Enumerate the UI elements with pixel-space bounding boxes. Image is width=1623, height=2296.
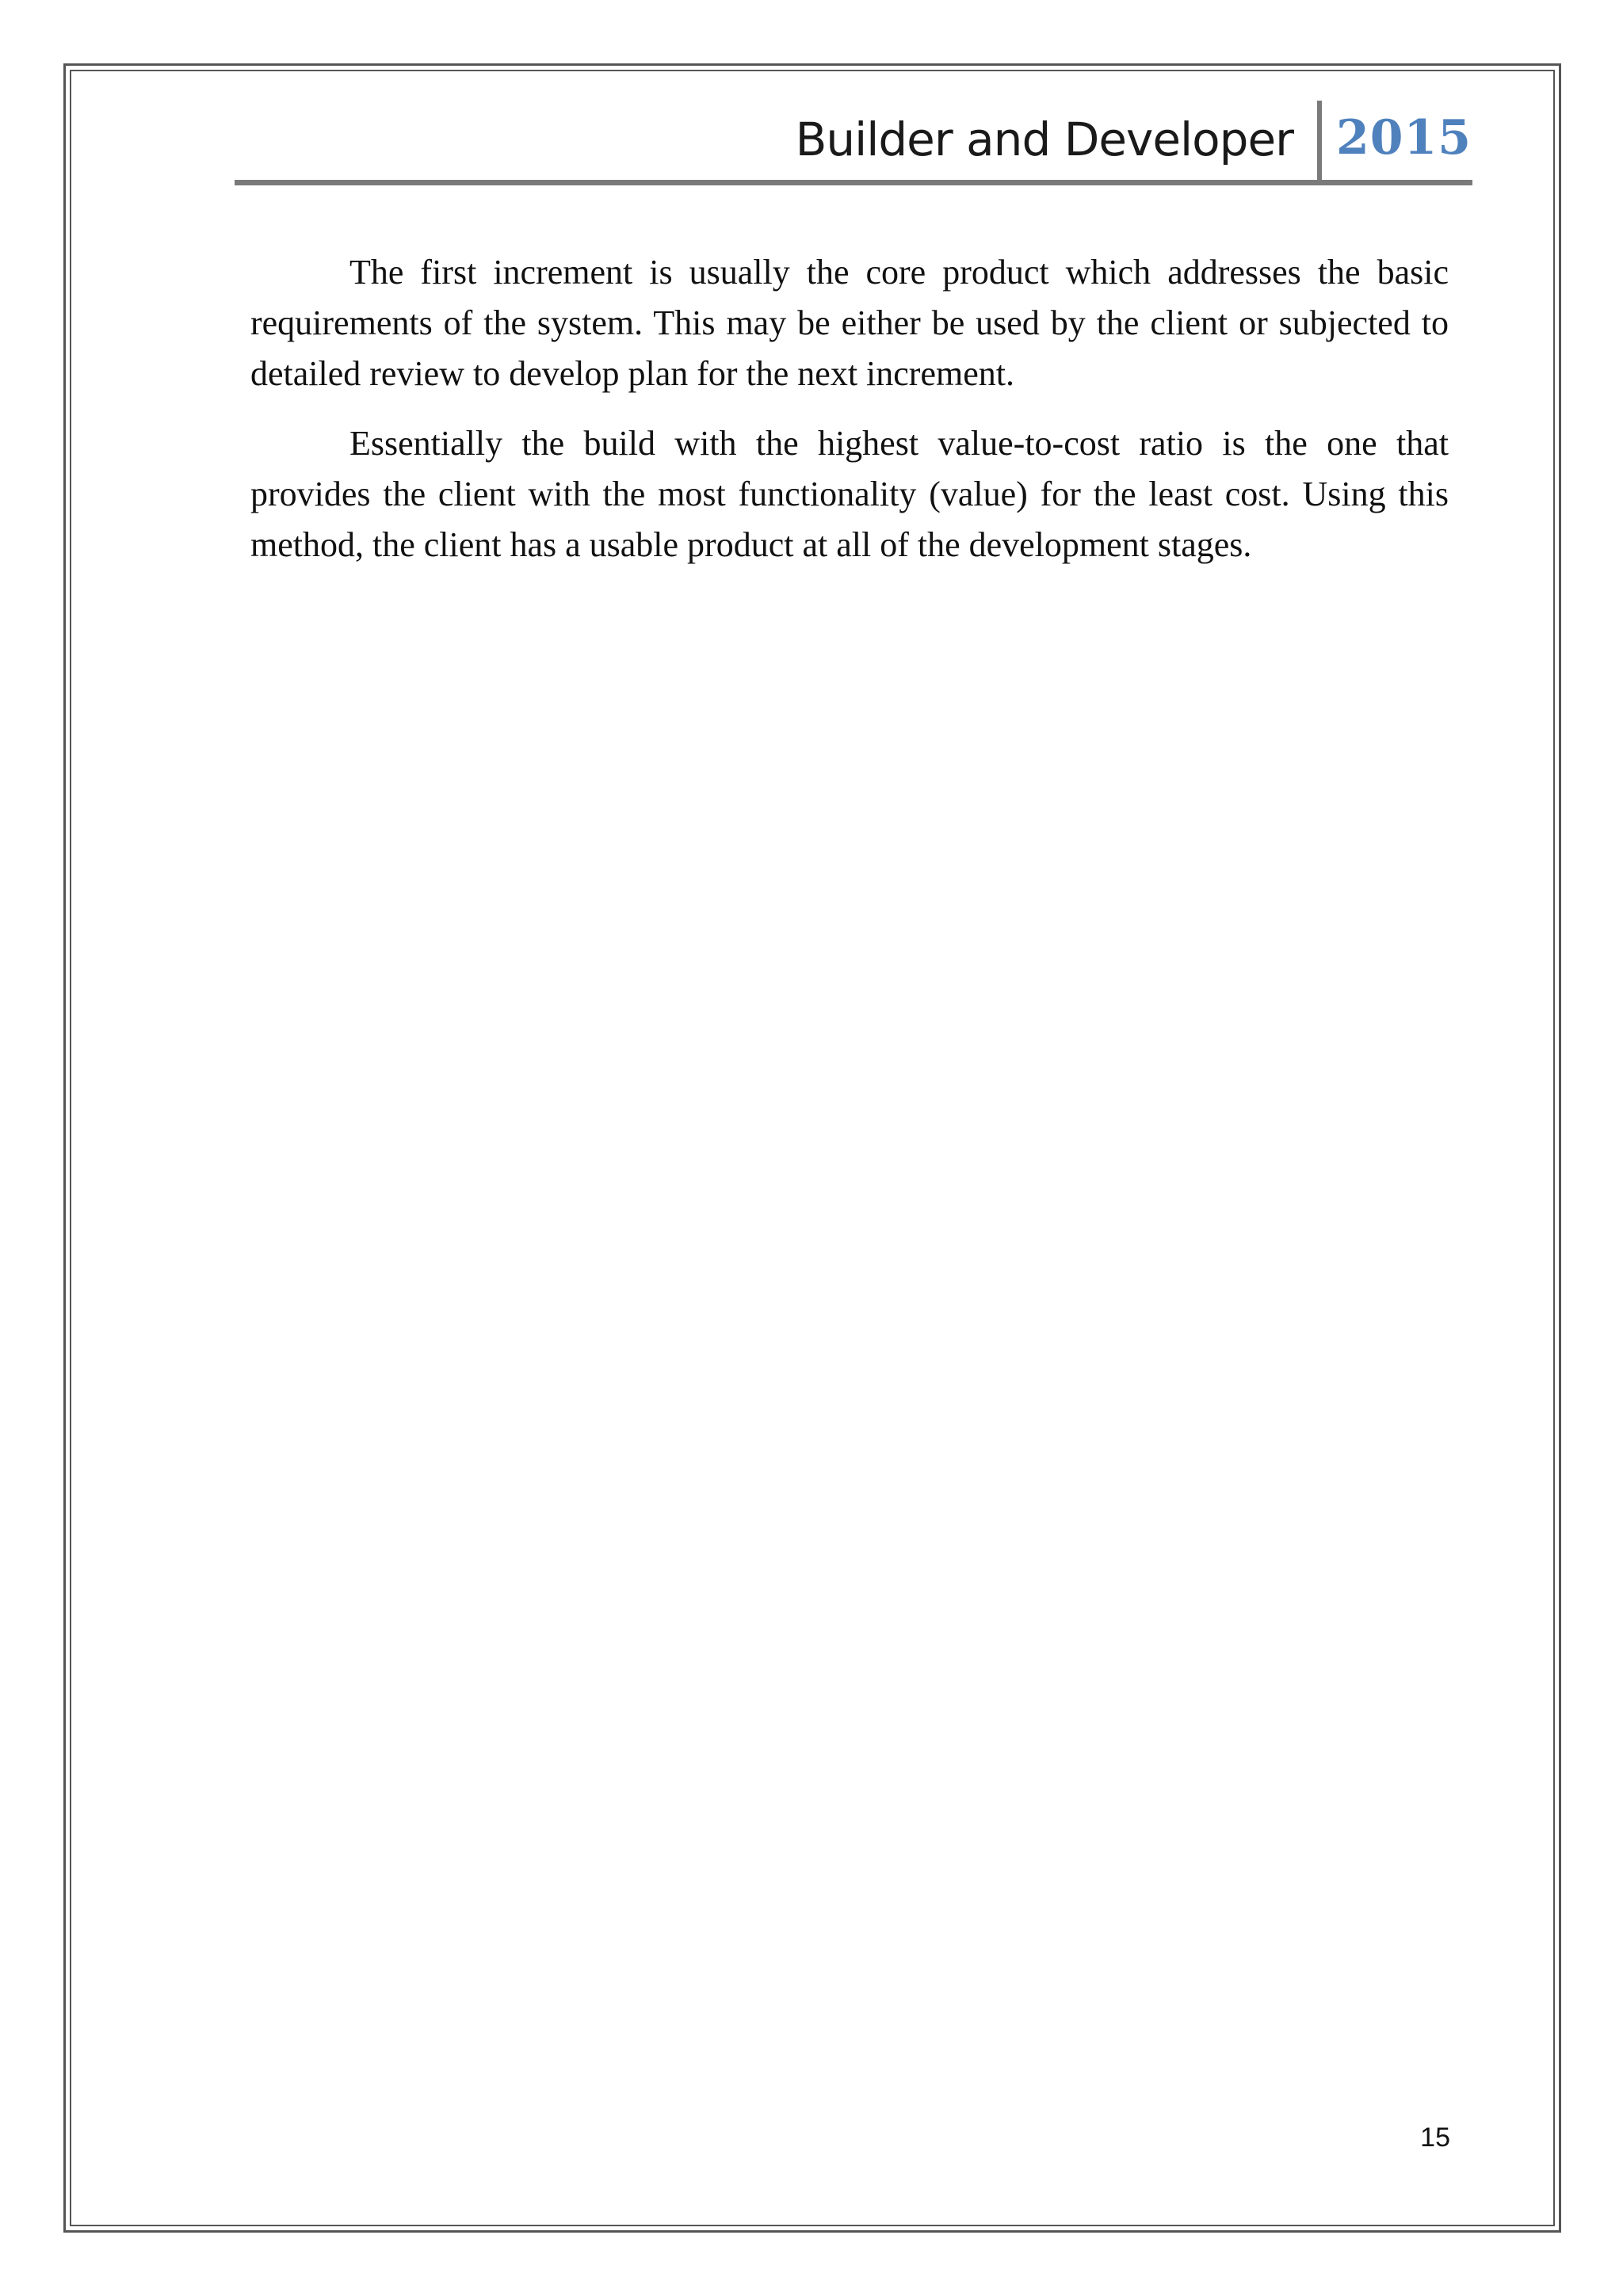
body-content [250,247,1449,589]
header-title: Builder and Developer [795,113,1293,166]
header-year: 2015 [1336,110,1472,166]
body-paragraph: Essentially the build with the highest value-to-cost ratio is the one that provides the client with the most functionality (value) for the least cost. Using this method, the client has a usable product at all of the development stages. [250,424,1449,564]
page-header [235,99,1472,186]
header-divider [1317,101,1322,183]
body-paragraph: The first increment is usually the core product which addresses the basic requirements of the system. This may be either be used by the client or subjected to detailed review to develop plan for the next increment. [250,253,1449,393]
page-number: 15 [1420,2122,1450,2153]
header-rule [235,180,1472,185]
